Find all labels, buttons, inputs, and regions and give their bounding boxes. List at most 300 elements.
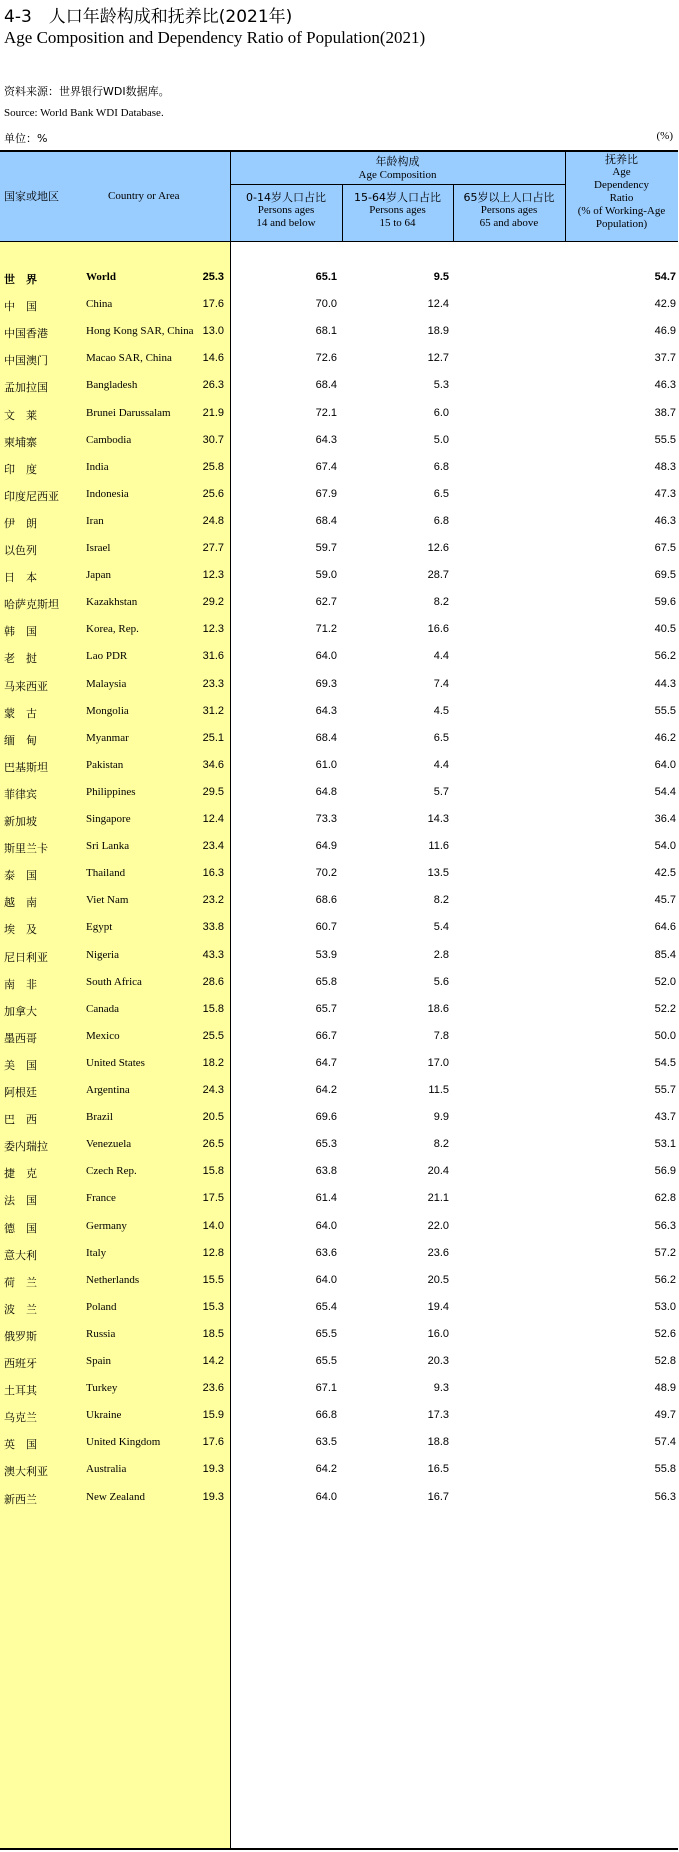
value-ages-65-above: 13.5	[427, 867, 449, 880]
value-dependency-ratio: 46.9	[654, 325, 676, 338]
country-name-cn: 斯里兰卡	[4, 842, 48, 856]
country-name-cn: 日 本	[4, 571, 37, 585]
table-row	[0, 428, 678, 455]
value-ages-0-14: 28.6	[202, 975, 224, 988]
table-row	[0, 726, 678, 753]
value-dependency-ratio: 50.0	[654, 1029, 676, 1042]
value-ages-65-above: 6.8	[433, 514, 449, 527]
value-dependency-ratio: 48.9	[654, 1382, 676, 1395]
value-ages-0-14: 19.3	[202, 1463, 224, 1476]
value-ages-0-14: 15.9	[202, 1409, 224, 1422]
unit-percent: (%)	[656, 130, 673, 142]
value-ages-65-above: 17.3	[427, 1409, 449, 1422]
value-ages-15-64: 71.2	[315, 623, 337, 636]
country-name-cn: 哈萨克斯坦	[4, 598, 59, 612]
table-row	[0, 1430, 678, 1457]
country-name-en: United Kingdom	[86, 1436, 161, 1449]
country-name-en: South Africa	[86, 975, 142, 988]
value-ages-15-64: 61.4	[315, 1192, 337, 1205]
value-ages-65-above: 6.5	[433, 487, 449, 500]
value-ages-65-above: 20.4	[427, 1165, 449, 1178]
value-ages-0-14: 14.6	[202, 352, 224, 365]
table-row	[0, 265, 678, 292]
value-ages-0-14: 18.5	[202, 1327, 224, 1340]
value-dependency-ratio: 40.5	[654, 623, 676, 636]
table-row	[0, 319, 678, 346]
country-name-cn: 越 南	[4, 896, 37, 910]
country-name-cn: 捷 克	[4, 1167, 37, 1181]
value-ages-0-14: 23.4	[202, 840, 224, 853]
country-name-en: Poland	[86, 1300, 117, 1313]
value-ages-65-above: 6.0	[433, 406, 449, 419]
header-col-0-14	[230, 191, 342, 230]
header-col-15-64-en2: 15 to 64	[379, 217, 416, 229]
value-dependency-ratio: 56.2	[654, 1273, 676, 1286]
value-ages-0-14: 18.2	[202, 1056, 224, 1069]
table-row	[0, 373, 678, 400]
value-dependency-ratio: 42.5	[654, 867, 676, 880]
country-name-en: Canada	[86, 1002, 119, 1015]
value-ages-0-14: 25.5	[202, 1029, 224, 1042]
country-name-en: Indonesia	[86, 487, 129, 500]
country-name-cn: 中国澳门	[4, 354, 48, 368]
country-name-cn: 世 界	[4, 273, 37, 286]
table-row	[0, 780, 678, 807]
value-ages-65-above: 5.7	[433, 785, 449, 798]
country-name-cn: 韩 国	[4, 625, 37, 639]
value-ages-65-above: 4.4	[433, 758, 449, 771]
country-name-cn: 荷 兰	[4, 1275, 37, 1289]
country-name-en: China	[86, 298, 113, 311]
value-dependency-ratio: 59.6	[654, 596, 676, 609]
table-row	[0, 1295, 678, 1322]
country-name-en: Cambodia	[86, 433, 132, 446]
value-ages-0-14: 12.3	[202, 569, 224, 582]
source-note-en: Source: World Bank WDI Database.	[4, 107, 164, 119]
country-name-cn: 文 莱	[4, 408, 37, 422]
value-ages-65-above: 18.6	[427, 1002, 449, 1015]
country-name-cn: 新西兰	[4, 1492, 37, 1506]
value-ages-65-above: 9.9	[433, 1111, 449, 1124]
header-dependency-en3: Ratio	[609, 192, 634, 204]
value-ages-15-64: 70.0	[315, 298, 337, 311]
header-col-65-above-en2: 65 and above	[479, 217, 539, 229]
country-name-en: Turkey	[86, 1382, 118, 1395]
country-name-cn: 菲律宾	[4, 787, 37, 801]
value-ages-65-above: 21.1	[427, 1192, 449, 1205]
value-ages-65-above: 12.4	[427, 298, 449, 311]
country-name-cn: 俄罗斯	[4, 1329, 37, 1343]
value-dependency-ratio: 52.6	[654, 1327, 676, 1340]
age-composition-subrule	[230, 184, 565, 185]
country-name-en: Iran	[86, 514, 104, 527]
country-name-cn: 土耳其	[4, 1384, 37, 1398]
country-name-cn: 法 国	[4, 1194, 37, 1208]
value-ages-0-14: 26.3	[202, 379, 224, 392]
country-name-cn: 马来西亚	[4, 679, 48, 693]
value-ages-65-above: 19.4	[427, 1300, 449, 1313]
value-ages-0-14: 17.6	[202, 298, 224, 311]
country-name-en: Spain	[86, 1355, 112, 1367]
country-name-cn: 缅 甸	[4, 733, 37, 747]
value-ages-0-14: 33.8	[202, 921, 224, 934]
header-bottom-rule	[0, 241, 678, 242]
value-dependency-ratio: 36.4	[654, 813, 676, 825]
country-name-cn: 老 挝	[4, 652, 37, 666]
value-ages-15-64: 64.0	[315, 650, 337, 663]
country-name-cn: 新加坡	[4, 815, 37, 828]
value-dependency-ratio: 52.0	[654, 975, 676, 988]
value-ages-65-above: 7.8	[433, 1029, 449, 1042]
value-dependency-ratio: 52.8	[654, 1355, 676, 1367]
country-name-en: Brazil	[86, 1111, 113, 1124]
value-ages-0-14: 30.7	[202, 433, 224, 446]
country-name-cn: 西班牙	[4, 1357, 37, 1370]
country-name-en: Nigeria	[86, 948, 119, 961]
country-name-en: Singapore	[86, 813, 131, 825]
header-col-15-64-en1: Persons ages	[369, 204, 426, 216]
table-row	[0, 1376, 678, 1403]
value-ages-15-64: 66.8	[315, 1409, 337, 1422]
country-name-en: Hong Kong SAR, China	[86, 325, 194, 338]
country-name-en: Venezuela	[86, 1138, 132, 1151]
value-ages-15-64: 64.0	[315, 1490, 337, 1503]
table-row	[0, 888, 678, 915]
page-title-cn: 4-3 人口年龄构成和抚养比(2021年)	[4, 7, 293, 27]
value-ages-0-14: 24.8	[202, 514, 224, 527]
table-row	[0, 1159, 678, 1186]
value-ages-15-64: 73.3	[315, 813, 337, 825]
value-ages-0-14: 25.3	[202, 271, 224, 283]
country-name-en: Viet Nam	[86, 894, 129, 907]
country-name-en: Mexico	[86, 1029, 120, 1042]
header-dependency-cn: 抚养比	[605, 153, 638, 166]
value-ages-0-14: 14.0	[202, 1219, 224, 1232]
country-name-cn: 南 非	[4, 977, 37, 991]
country-name-cn: 印 度	[4, 462, 37, 476]
value-ages-65-above: 22.0	[427, 1219, 449, 1232]
value-ages-15-64: 60.7	[315, 921, 337, 934]
value-dependency-ratio: 38.7	[654, 406, 676, 419]
value-ages-0-14: 13.0	[202, 325, 224, 338]
value-ages-15-64: 65.5	[315, 1355, 337, 1367]
value-ages-65-above: 2.8	[433, 948, 449, 961]
value-ages-15-64: 72.1	[315, 406, 337, 419]
value-ages-15-64: 64.8	[315, 785, 337, 798]
table-row	[0, 1268, 678, 1295]
value-ages-0-14: 17.6	[202, 1436, 224, 1449]
country-name-en: Kazakhstan	[86, 596, 138, 609]
country-name-en: India	[86, 460, 109, 473]
table-row	[0, 915, 678, 942]
value-ages-15-64: 72.6	[315, 352, 337, 365]
country-name-cn: 泰 国	[4, 869, 37, 883]
value-ages-65-above: 16.0	[427, 1327, 449, 1340]
value-dependency-ratio: 42.9	[654, 298, 676, 311]
value-ages-65-above: 5.3	[433, 379, 449, 392]
value-dependency-ratio: 69.5	[654, 569, 676, 582]
country-name-en: Philippines	[86, 785, 136, 798]
value-ages-15-64: 65.3	[315, 1138, 337, 1151]
value-ages-65-above: 11.6	[428, 840, 449, 853]
value-ages-65-above: 4.4	[433, 650, 449, 663]
table-row	[0, 292, 678, 319]
table-row	[0, 1485, 678, 1512]
value-ages-0-14: 31.2	[202, 704, 224, 717]
value-dependency-ratio: 46.3	[654, 514, 676, 527]
value-ages-65-above: 28.7	[427, 569, 449, 582]
table-row	[0, 1186, 678, 1213]
country-name-cn: 美 国	[4, 1058, 37, 1072]
value-dependency-ratio: 57.2	[654, 1246, 676, 1259]
country-name-en: Argentina	[86, 1084, 130, 1096]
country-name-en: Russia	[86, 1327, 116, 1340]
value-ages-0-14: 25.8	[202, 460, 224, 473]
value-dependency-ratio: 55.7	[654, 1084, 676, 1096]
country-name-cn: 以色列	[4, 544, 37, 557]
header-country-cn: 国家或地区	[4, 190, 59, 203]
value-dependency-ratio: 56.9	[654, 1165, 676, 1178]
table-row	[0, 1105, 678, 1132]
value-ages-15-64: 64.7	[315, 1056, 337, 1069]
value-dependency-ratio: 67.5	[654, 542, 676, 554]
table-row	[0, 1457, 678, 1484]
value-ages-15-64: 65.1	[315, 271, 337, 283]
value-dependency-ratio: 56.3	[654, 1219, 676, 1232]
country-name-cn: 柬埔寨	[4, 435, 37, 449]
table-row	[0, 401, 678, 428]
country-name-en: Netherlands	[86, 1273, 140, 1286]
country-name-en: Pakistan	[86, 758, 124, 771]
table-row	[0, 482, 678, 509]
value-dependency-ratio: 54.4	[654, 785, 676, 798]
value-ages-0-14: 23.3	[202, 677, 224, 690]
value-dependency-ratio: 52.2	[654, 1002, 676, 1015]
header-col-0-14-en1: Persons ages	[257, 204, 315, 216]
value-ages-0-14: 15.5	[202, 1273, 224, 1286]
table-row	[0, 455, 678, 482]
country-name-cn: 蒙 古	[4, 706, 37, 720]
country-name-en: Mongolia	[86, 704, 129, 717]
value-dependency-ratio: 56.3	[654, 1490, 676, 1503]
value-ages-15-64: 64.2	[315, 1084, 337, 1096]
table-row	[0, 536, 678, 563]
value-ages-15-64: 64.3	[315, 704, 337, 717]
value-dependency-ratio: 54.7	[654, 271, 676, 283]
country-name-en: United States	[86, 1056, 145, 1069]
value-ages-0-14: 21.9	[202, 406, 224, 419]
value-ages-65-above: 5.4	[433, 921, 449, 934]
source-note-cn: 资料来源：世界银行WDI数据库。	[4, 85, 170, 98]
country-name-en: Bangladesh	[86, 379, 138, 392]
header-col-0-14-cn: 0-14岁人口占比	[246, 191, 326, 204]
value-dependency-ratio: 54.0	[654, 840, 676, 853]
country-name-cn: 波 兰	[4, 1302, 37, 1316]
country-name-en: Sri Lanka	[86, 840, 130, 853]
value-dependency-ratio: 53.0	[654, 1300, 676, 1313]
country-name-en: Czech Rep.	[86, 1165, 137, 1178]
value-dependency-ratio: 56.2	[654, 650, 676, 663]
value-ages-65-above: 12.6	[427, 542, 449, 554]
value-ages-15-64: 70.2	[315, 867, 337, 880]
value-ages-65-above: 6.8	[433, 460, 449, 473]
value-ages-15-64: 69.3	[315, 677, 337, 690]
value-dependency-ratio: 53.1	[654, 1138, 676, 1151]
country-name-en: Myanmar	[86, 731, 129, 744]
value-ages-65-above: 7.4	[433, 677, 449, 690]
table-row	[0, 1214, 678, 1241]
value-dependency-ratio: 62.8	[654, 1192, 676, 1205]
value-ages-15-64: 64.9	[315, 840, 337, 853]
value-ages-0-14: 26.5	[202, 1138, 224, 1151]
value-ages-65-above: 6.5	[433, 731, 449, 744]
data-table	[0, 150, 678, 1850]
country-name-cn: 巴 西	[4, 1113, 37, 1127]
country-name-cn: 墨西哥	[4, 1031, 37, 1045]
page-title-en: Age Composition and Dependency Ratio of Population(2021)	[4, 28, 426, 47]
header-col-15-64	[342, 191, 453, 230]
country-name-cn: 巴基斯坦	[4, 760, 48, 774]
header-dependency-en4: (% of Working-Age	[577, 205, 666, 217]
value-ages-0-14: 29.2	[202, 596, 224, 609]
value-ages-15-64: 53.9	[315, 948, 337, 961]
value-ages-65-above: 23.6	[427, 1246, 449, 1259]
value-dependency-ratio: 57.4	[654, 1436, 676, 1449]
country-name-cn: 加拿大	[4, 1004, 37, 1018]
value-ages-65-above: 16.7	[427, 1490, 449, 1503]
country-name-en: World	[86, 271, 116, 283]
header-dependency-en5: Population)	[595, 218, 648, 230]
country-name-cn: 乌克兰	[4, 1411, 37, 1425]
value-ages-65-above: 5.0	[433, 433, 449, 446]
value-ages-0-14: 15.3	[202, 1300, 224, 1313]
table-row	[0, 1024, 678, 1051]
value-ages-15-64: 64.0	[315, 1219, 337, 1232]
country-name-cn: 中 国	[4, 300, 37, 314]
value-ages-65-above: 9.5	[433, 271, 449, 283]
value-dependency-ratio: 37.7	[654, 352, 676, 365]
table-row	[0, 563, 678, 590]
value-ages-15-64: 67.1	[315, 1382, 337, 1395]
value-ages-15-64: 67.9	[315, 487, 337, 500]
value-ages-15-64: 63.8	[315, 1165, 337, 1178]
value-dependency-ratio: 49.7	[654, 1409, 676, 1422]
header-dependency-en1: Age	[612, 166, 631, 178]
value-ages-0-14: 43.3	[202, 948, 224, 961]
value-ages-65-above: 5.6	[433, 975, 449, 988]
table-row	[0, 1403, 678, 1430]
value-dependency-ratio: 43.7	[654, 1111, 676, 1124]
value-ages-15-64: 64.0	[315, 1273, 337, 1286]
header-dependency-en2: Dependency	[594, 179, 649, 191]
table-top-rule	[0, 150, 678, 152]
table-row	[0, 1322, 678, 1349]
country-name-en: Australia	[86, 1463, 127, 1476]
value-ages-0-14: 14.2	[202, 1355, 224, 1367]
value-ages-65-above: 18.9	[427, 325, 449, 338]
header-age-composition-en: Age Composition	[358, 169, 437, 181]
country-name-en: Lao PDR	[86, 650, 128, 663]
value-ages-15-64: 65.7	[315, 1002, 337, 1015]
value-ages-65-above: 16.5	[427, 1463, 449, 1476]
unit-label: 单位：%	[4, 132, 48, 145]
country-name-en: France	[86, 1192, 116, 1205]
country-name-en: Israel	[86, 542, 111, 554]
value-ages-65-above: 16.6	[427, 623, 449, 636]
value-ages-15-64: 68.4	[315, 731, 337, 744]
table-bottom-rule	[0, 1848, 678, 1850]
country-name-en: Macao SAR, China	[86, 352, 172, 365]
value-dependency-ratio: 46.2	[654, 731, 676, 744]
value-dependency-ratio: 55.5	[654, 433, 676, 446]
value-dependency-ratio: 47.3	[654, 487, 676, 500]
value-ages-0-14: 12.8	[202, 1246, 224, 1259]
value-ages-15-64: 61.0	[315, 758, 337, 771]
country-name-en: Ukraine	[86, 1409, 122, 1422]
value-ages-15-64: 66.7	[315, 1029, 337, 1042]
table-row	[0, 1241, 678, 1268]
country-name-en: New Zealand	[86, 1490, 145, 1503]
header-dependency	[565, 153, 678, 231]
value-ages-15-64: 63.6	[315, 1246, 337, 1259]
table-row	[0, 834, 678, 861]
value-ages-65-above: 8.2	[433, 894, 449, 907]
value-ages-15-64: 59.7	[315, 542, 337, 554]
value-ages-15-64: 65.4	[315, 1300, 337, 1313]
table-row	[0, 672, 678, 699]
value-ages-15-64: 63.5	[315, 1436, 337, 1449]
value-ages-65-above: 20.5	[427, 1273, 449, 1286]
value-dependency-ratio: 64.6	[654, 921, 676, 934]
value-ages-15-64: 68.6	[315, 894, 337, 907]
country-name-cn: 委内瑞拉	[4, 1140, 48, 1154]
country-name-cn: 阿根廷	[4, 1086, 37, 1099]
value-ages-0-14: 12.3	[202, 623, 224, 636]
value-dependency-ratio: 44.3	[654, 677, 676, 690]
country-name-cn: 英 国	[4, 1438, 37, 1452]
value-ages-15-64: 69.6	[315, 1111, 337, 1124]
value-dependency-ratio: 54.5	[654, 1056, 676, 1069]
value-dependency-ratio: 85.4	[654, 948, 676, 961]
table-row	[0, 753, 678, 780]
header-col-0-14-en2: 14 and below	[256, 217, 316, 229]
table-row	[0, 644, 678, 671]
country-name-cn: 印度尼西亚	[4, 489, 59, 503]
country-name-cn: 意大利	[4, 1248, 37, 1262]
value-dependency-ratio: 48.3	[654, 460, 676, 473]
value-ages-0-14: 15.8	[202, 1002, 224, 1015]
country-name-cn: 澳大利亚	[4, 1465, 48, 1479]
value-ages-65-above: 11.5	[428, 1084, 449, 1096]
country-name-cn: 孟加拉国	[4, 381, 48, 395]
value-ages-0-14: 23.6	[202, 1382, 224, 1395]
country-name-en: Malaysia	[86, 677, 127, 690]
header-col-65-above-cn: 65岁以上人口占比	[463, 191, 555, 204]
header-col-65-above-en1: Persons ages	[480, 204, 538, 216]
table-row	[0, 1051, 678, 1078]
value-ages-15-64: 65.8	[315, 975, 337, 988]
value-ages-0-14: 15.8	[202, 1165, 224, 1178]
value-ages-15-64: 62.7	[315, 596, 337, 609]
table-row	[0, 617, 678, 644]
table-row	[0, 997, 678, 1024]
value-dependency-ratio: 45.7	[654, 894, 676, 907]
value-ages-0-14: 12.4	[202, 813, 224, 825]
value-ages-65-above: 18.8	[427, 1436, 449, 1449]
value-ages-15-64: 67.4	[315, 460, 337, 473]
value-ages-0-14: 31.6	[202, 650, 224, 663]
header-country-en: Country or Area	[108, 190, 180, 202]
